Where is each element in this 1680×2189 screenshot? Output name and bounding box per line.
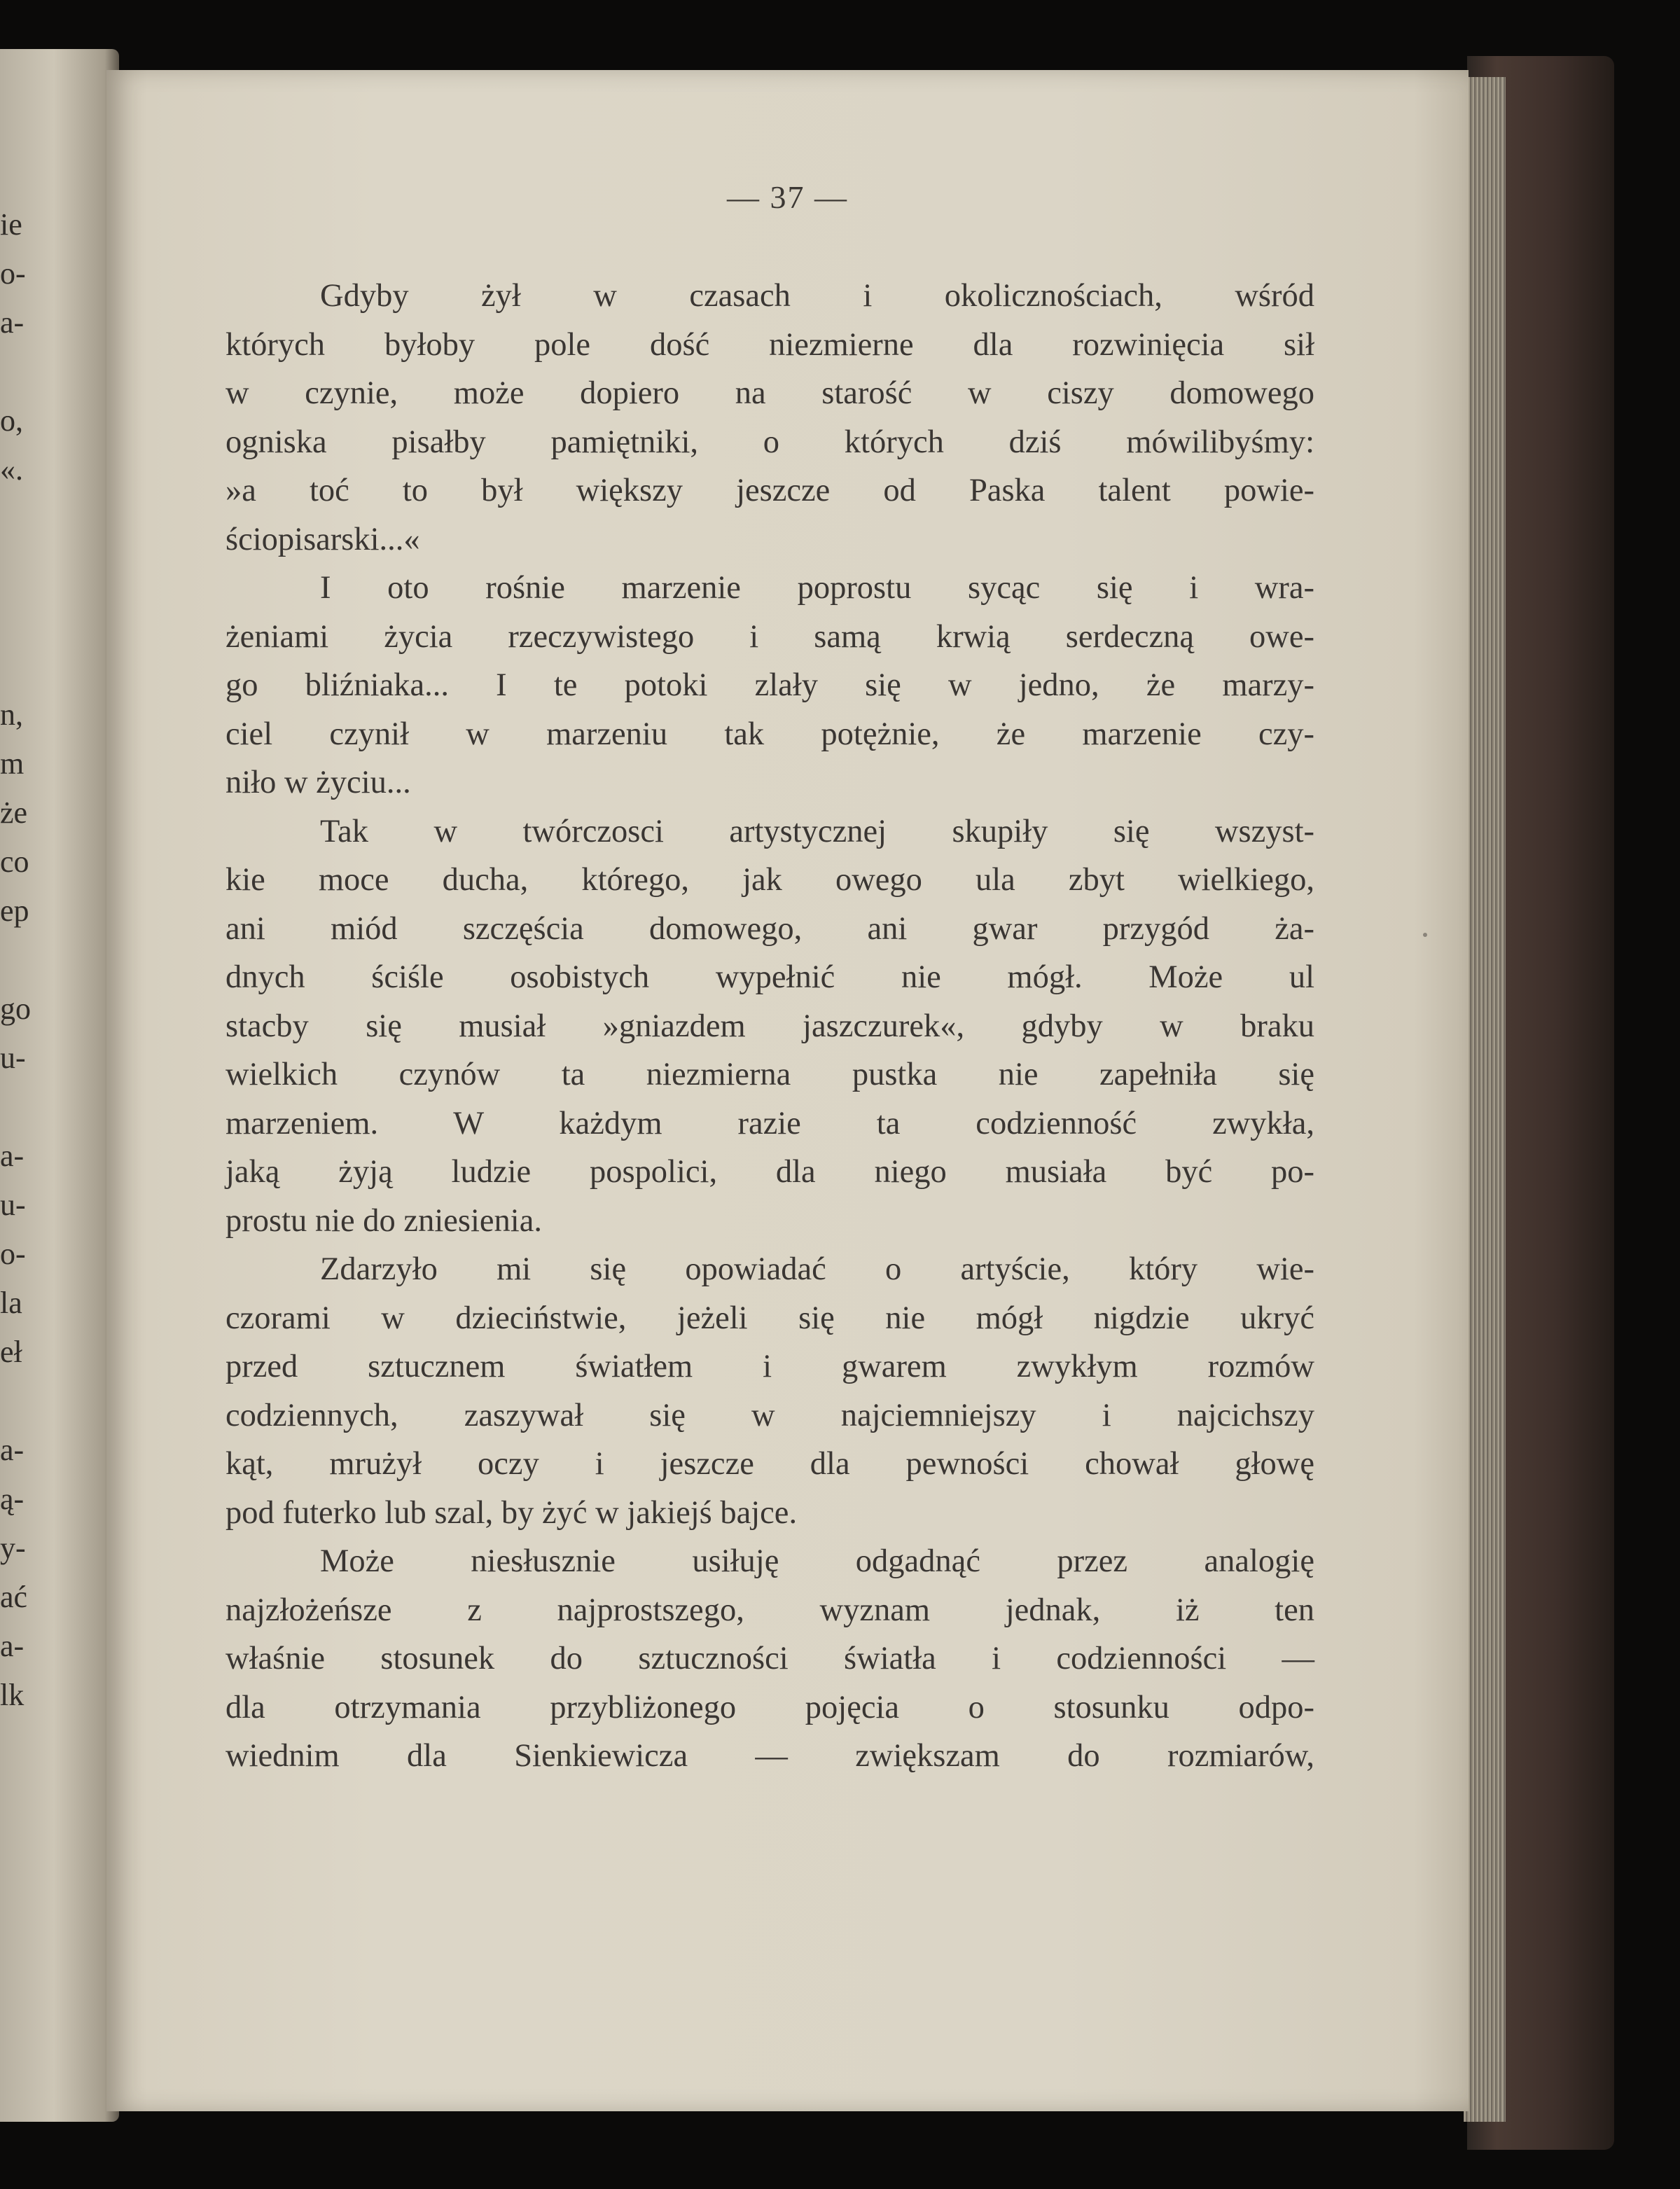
book-page (106, 70, 1469, 2111)
text-line: dnych ściśle osobistych wypełnić nie mógł. Może ul (225, 959, 1314, 995)
text-line: marzeniem. W każdym razie ta codzienność zwykła, (225, 1105, 1314, 1141)
left-page-fragment: u- (0, 1041, 26, 1075)
page-edges (1464, 77, 1506, 2122)
left-page-fragment: ą- (0, 1482, 25, 1516)
text-line: I oto rośnie marzenie poprostu sycąc się i wra- (320, 570, 1314, 606)
text-line: przed sztucznem światłem i gwarem zwykłym rozmów (225, 1349, 1314, 1384)
left-page-text-fragments (0, 49, 105, 2122)
text-line: w czynie, może dopiero na starość w ciszy domowego (225, 375, 1314, 411)
left-page-fragment: ie (0, 207, 22, 242)
body-text (225, 272, 1314, 1781)
left-page-fragment: o- (0, 1237, 26, 1271)
text-line: stacby się musiał »gniazdem jaszczurek«, gdyby w braku (225, 1008, 1314, 1044)
left-page-fragment: że (0, 795, 28, 830)
text-line: wielkich czynów ta niezmierna pustka nie zapełniła się (225, 1057, 1314, 1092)
text-line: pod futerko lub szal, by żyć w jakiejś bajce. (225, 1494, 798, 1531)
left-page-fragment: a- (0, 1629, 25, 1663)
left-page-fragment: ać (0, 1580, 28, 1614)
text-line: Tak w twórczosci artystycznej skupiły się wszyst- (320, 813, 1314, 849)
text-line: ani miód szczęścia domowego, ani gwar przygód ża- (225, 910, 1314, 947)
left-page-fragment: la (0, 1286, 22, 1320)
text-line: Gdyby żył w czasach i okolicznościach, wśród (320, 278, 1314, 314)
left-page-fragment: a- (0, 305, 25, 340)
text-line: ściopisarski...« (225, 521, 420, 557)
left-page-fragment: o, (0, 403, 23, 438)
text-line: kąt, mrużył oczy i jeszcze dla pewności chował głowę (225, 1446, 1314, 1482)
left-page-fragment: a- (0, 1139, 25, 1173)
text-line: ogniska pisałby pamiętniki, o których dziś mówilibyśmy: (225, 424, 1314, 460)
text-line: najzłożeńsze z najprostszego, wyznam jednak, iż ten (225, 1592, 1314, 1628)
text-line: prostu nie do zniesienia. (225, 1202, 542, 1239)
text-line: żeniami życia rzeczywistego i samą krwią serdeczną owe- (225, 618, 1314, 655)
left-page-fragment: n, (0, 697, 23, 732)
left-page-fragment: «. (0, 452, 23, 487)
left-page-fragment: ep (0, 894, 29, 928)
text-line: dla otrzymania przybliżonego pojęcia o stosunku odpo- (225, 1689, 1314, 1725)
text-line: czorami w dzieciństwie, jeżeli się nie mógł nigdzie ukryć (225, 1300, 1314, 1336)
text-line: właśnie stosunek do sztuczności światła i codzienności — (225, 1641, 1314, 1676)
text-line: niło w życiu... (225, 765, 411, 800)
text-line: »a toć to był większy jeszcze od Paska talent powie- (225, 473, 1314, 508)
left-page-fragment: eł (0, 1335, 22, 1369)
text-line: Może niesłusznie usiłuję odgadnąć przez analogię (320, 1543, 1314, 1579)
left-facing-page (0, 49, 119, 2122)
left-page-fragment: o- (0, 256, 26, 291)
text-line: go bliźniaka... I te potoki zlały się w jedno, że marzy- (225, 667, 1314, 703)
text-line: Zdarzyło mi się opowiadać o artyście, który wie- (320, 1251, 1314, 1287)
text-line: wiednim dla Sienkiewicza — zwiększam do rozmiarów, (225, 1738, 1314, 1774)
left-page-fragment: co (0, 845, 29, 879)
left-page-fragment: u- (0, 1188, 26, 1222)
text-line: codziennych, zaszywał się w najciemniejszy i najcichszy (225, 1397, 1314, 1433)
left-page-fragment: go (0, 992, 31, 1026)
text-line: jaką żyją ludzie pospolici, dla niego musiała być po- (225, 1154, 1314, 1190)
left-page-fragment: m (0, 746, 25, 781)
paper-fleck (1423, 933, 1427, 937)
text-line: których byłoby pole dość niezmierne dla rozwinięcia sił (225, 326, 1314, 363)
text-line: ciel czynił w marzeniu tak potężnie, że marzenie czy- (225, 716, 1314, 752)
left-page-fragment: y- (0, 1531, 26, 1565)
text-line: kie moce ducha, którego, jak owego ula zbyt wielkiego, (225, 862, 1314, 898)
left-page-fragment: a- (0, 1433, 25, 1467)
left-page-fragment: lk (0, 1678, 25, 1712)
page-number: — 37 — (727, 179, 848, 215)
